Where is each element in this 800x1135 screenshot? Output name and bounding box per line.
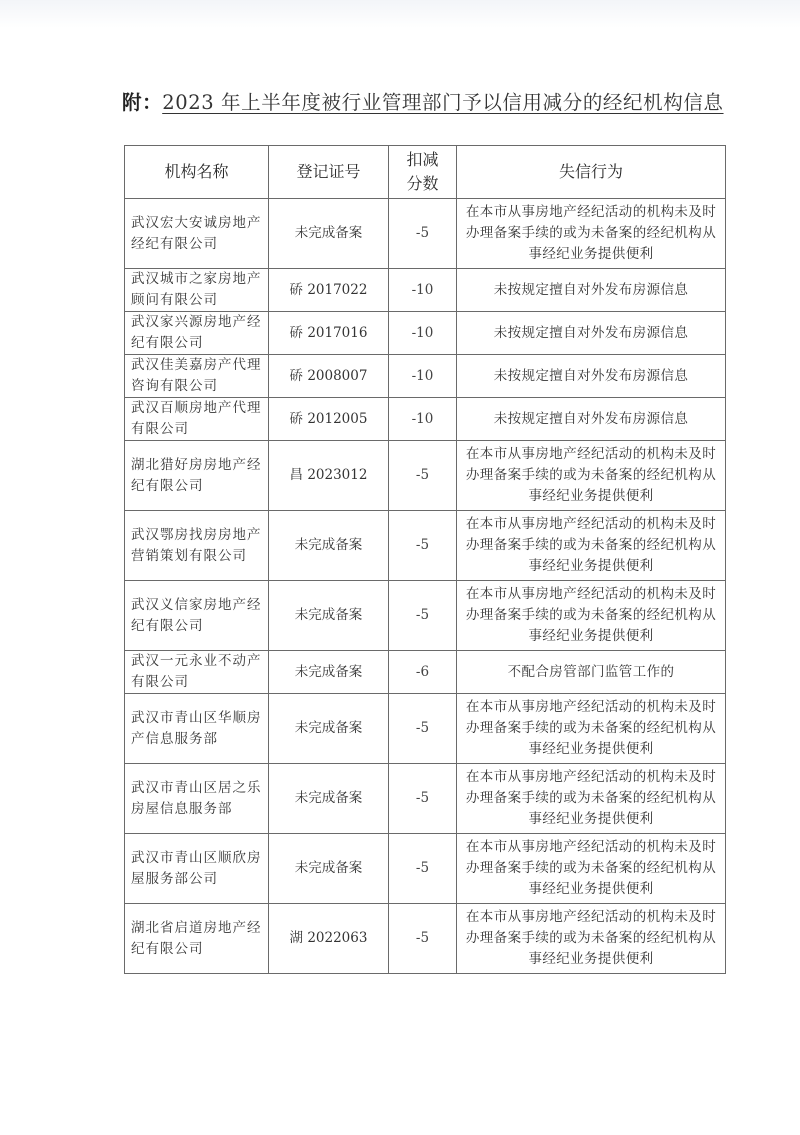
table-row [125,269,726,312]
table-row [125,199,726,269]
cell-registration-number: 未完成备案 [269,651,389,694]
cell-registration-number: 昌 2023012 [269,441,389,511]
cell-institution-name: 武汉鄂房找房房地产营销策划有限公司 [125,511,269,581]
document-title [122,91,724,115]
table-row [125,694,726,764]
header-deducted-points [389,146,457,199]
cell-deducted-points: -10 [389,398,457,441]
cell-dishonest-behavior: 未按规定擅自对外发布房源信息 [457,355,726,398]
cell-registration-number: 未完成备案 [269,764,389,834]
cell-dishonest-behavior: 在本市从事房地产经纪活动的机构未及时办理备案手续的或为未备案的经纪机构从事经纪业务提供便利 [457,834,726,904]
cell-dishonest-behavior: 在本市从事房地产经纪活动的机构未及时办理备案手续的或为未备案的经纪机构从事经纪业务提供便利 [457,764,726,834]
table-row [125,355,726,398]
cell-institution-name: 武汉宏大安诚房地产经纪有限公司 [125,199,269,269]
cell-registration-number: 未完成备案 [269,581,389,651]
cell-institution-name: 武汉市青山区顺欣房屋服务部公司 [125,834,269,904]
cell-dishonest-behavior: 在本市从事房地产经纪活动的机构未及时办理备案手续的或为未备案的经纪机构从事经纪业务提供便利 [457,199,726,269]
cell-institution-name: 武汉市青山区居之乐房屋信息服务部 [125,764,269,834]
cell-deducted-points: -10 [389,355,457,398]
cell-institution-name: 武汉佳美嘉房产代理咨询有限公司 [125,355,269,398]
credit-deduction-table [124,145,726,974]
cell-dishonest-behavior: 不配合房管部门监管工作的 [457,651,726,694]
table-row [125,834,726,904]
cell-deducted-points: -5 [389,904,457,974]
header-deducted-points-label: 扣减分数 [406,150,439,193]
table-header-row [125,146,726,199]
table-row [125,312,726,355]
cell-dishonest-behavior: 未按规定擅自对外发布房源信息 [457,269,726,312]
cell-registration-number: 硚 2008007 [269,355,389,398]
title-prefix: 附： [122,91,163,114]
cell-registration-number: 未完成备案 [269,834,389,904]
cell-dishonest-behavior: 在本市从事房地产经纪活动的机构未及时办理备案手续的或为未备案的经纪机构从事经纪业务提供便利 [457,694,726,764]
cell-institution-name: 武汉百顺房地产代理有限公司 [125,398,269,441]
table-row [125,764,726,834]
cell-dishonest-behavior: 未按规定擅自对外发布房源信息 [457,398,726,441]
cell-dishonest-behavior: 在本市从事房地产经纪活动的机构未及时办理备案手续的或为未备案的经纪机构从事经纪业务提供便利 [457,511,726,581]
cell-dishonest-behavior: 在本市从事房地产经纪活动的机构未及时办理备案手续的或为未备案的经纪机构从事经纪业务提供便利 [457,581,726,651]
cell-registration-number: 硚 2017016 [269,312,389,355]
table-row [125,511,726,581]
cell-deducted-points: -6 [389,651,457,694]
cell-deducted-points: -5 [389,199,457,269]
cell-registration-number: 未完成备案 [269,511,389,581]
header-dishonest-behavior: 失信行为 [457,146,726,199]
cell-institution-name: 武汉义信家房地产经纪有限公司 [125,581,269,651]
table-row [125,581,726,651]
cell-registration-number: 未完成备案 [269,694,389,764]
scan-bleed-through [0,0,800,28]
cell-deducted-points: -5 [389,441,457,511]
cell-registration-number: 硚 2017022 [269,269,389,312]
cell-registration-number: 未完成备案 [269,199,389,269]
cell-deducted-points: -5 [389,511,457,581]
cell-institution-name: 武汉城市之家房地产顾问有限公司 [125,269,269,312]
cell-registration-number: 湖 2022063 [269,904,389,974]
table-row [125,651,726,694]
cell-deducted-points: -10 [389,269,457,312]
cell-institution-name: 武汉家兴源房地产经纪有限公司 [125,312,269,355]
cell-deducted-points: -5 [389,581,457,651]
header-registration-number: 登记证号 [269,146,389,199]
cell-dishonest-behavior: 在本市从事房地产经纪活动的机构未及时办理备案手续的或为未备案的经纪机构从事经纪业务提供便利 [457,441,726,511]
cell-deducted-points: -5 [389,694,457,764]
cell-dishonest-behavior: 未按规定擅自对外发布房源信息 [457,312,726,355]
cell-deducted-points: -10 [389,312,457,355]
cell-dishonest-behavior: 在本市从事房地产经纪活动的机构未及时办理备案手续的或为未备案的经纪机构从事经纪业务提供便利 [457,904,726,974]
cell-institution-name: 湖北猎好房房地产经纪有限公司 [125,441,269,511]
title-text: 2023 年上半年度被行业管理部门予以信用减分的经纪机构信息 [162,91,724,114]
table-row [125,441,726,511]
cell-deducted-points: -5 [389,764,457,834]
cell-registration-number: 硚 2012005 [269,398,389,441]
cell-deducted-points: -5 [389,834,457,904]
header-institution-name: 机构名称 [125,146,269,199]
cell-institution-name: 武汉一元永业不动产有限公司 [125,651,269,694]
table-row [125,904,726,974]
cell-institution-name: 武汉市青山区华顺房产信息服务部 [125,694,269,764]
table-row [125,398,726,441]
cell-institution-name: 湖北省启道房地产经纪有限公司 [125,904,269,974]
